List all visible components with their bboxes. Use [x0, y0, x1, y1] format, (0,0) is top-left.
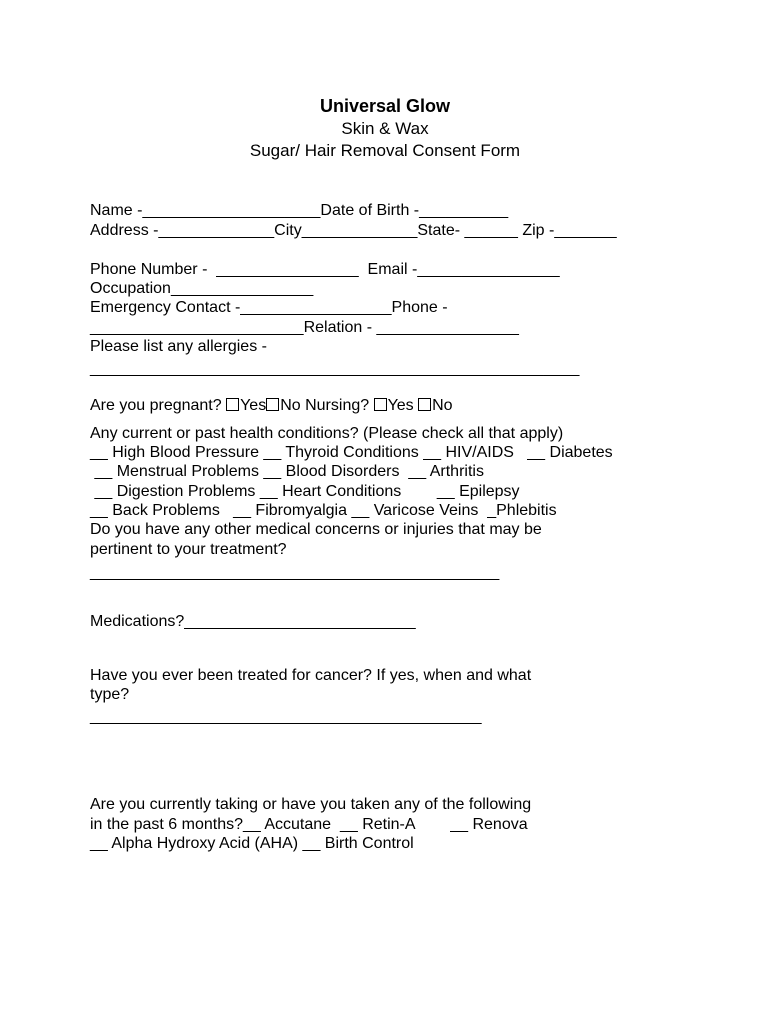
pregnancy-nursing-line — [90, 396, 453, 416]
medications-taken-question: Are you currently taking or have you taken any of the following — [90, 796, 532, 813]
medications-taken-options-1[interactable]: in the past 6 months?__ Accutane __ Retin-A __ Renova — [90, 816, 528, 833]
nursing-no-label: No — [432, 397, 453, 414]
medications-taken-options-2[interactable]: __ Alpha Hydroxy Acid (AHA) __ Birth Control — [90, 835, 414, 852]
pregnant-label: Are you pregnant? — [90, 397, 227, 414]
nursing-no-checkbox[interactable] — [418, 398, 431, 411]
nursing-yes-label: Yes — [387, 397, 419, 414]
cancer-question-1: Have you ever been treated for cancer? If yes, when and what — [90, 667, 532, 684]
medications-line[interactable]: Medications?__________________________ — [90, 613, 416, 630]
other-concerns-question-1: Do you have any other medical concerns or injuries that may be — [90, 521, 542, 538]
health-conditions-question: Any current or past health conditions? (Please check all that apply) — [90, 425, 564, 442]
occupation-line[interactable]: Occupation________________ — [90, 280, 314, 297]
conditions-row-4[interactable]: __ Back Problems __ Fibromyalgia __ Varicose Veins _Phlebitis — [90, 502, 557, 519]
relation-line[interactable]: ________________________Relation - ________________ — [90, 319, 519, 336]
address-line[interactable]: Address -_____________City_____________State- ______ Zip -_______ — [90, 222, 617, 239]
form-title: Universal Glow — [319, 96, 451, 116]
cancer-question-2: type? — [90, 686, 130, 703]
emergency-contact-line[interactable]: Emergency Contact -_________________Phone - — [90, 299, 448, 316]
allergies-field[interactable]: _______________________________________________________ — [90, 360, 580, 377]
conditions-row-3[interactable]: __ Digestion Problems __ Heart Conditions __ Epilepsy — [90, 483, 520, 500]
nursing-label: No Nursing? — [280, 397, 374, 414]
allergies-label: Please list any allergies - — [90, 338, 267, 355]
pregnant-yes-label: Yes — [240, 397, 267, 414]
other-concerns-question-2: pertinent to your treatment? — [90, 541, 287, 558]
conditions-row-2[interactable]: __ Menstrual Problems __ Blood Disorders __ Arthritis — [90, 463, 484, 480]
conditions-row-1[interactable]: __ High Blood Pressure __ Thyroid Conditions __ HIV/AIDS __ Diabetes — [90, 444, 613, 461]
cancer-field[interactable]: ____________________________________________ — [90, 708, 482, 725]
pregnant-no-checkbox[interactable] — [266, 398, 279, 411]
pregnant-yes-checkbox[interactable] — [226, 398, 239, 411]
nursing-yes-checkbox[interactable] — [374, 398, 387, 411]
business-name: Skin & Wax — [341, 119, 429, 138]
phone-email-line[interactable]: Phone Number - ________________ Email -________________ — [90, 261, 560, 278]
other-concerns-field[interactable]: ______________________________________________ — [90, 564, 500, 581]
form-subtitle: Sugar/ Hair Removal Consent Form — [249, 141, 521, 160]
name-dob-line[interactable]: Name -____________________Date of Birth -__________ — [90, 202, 509, 219]
